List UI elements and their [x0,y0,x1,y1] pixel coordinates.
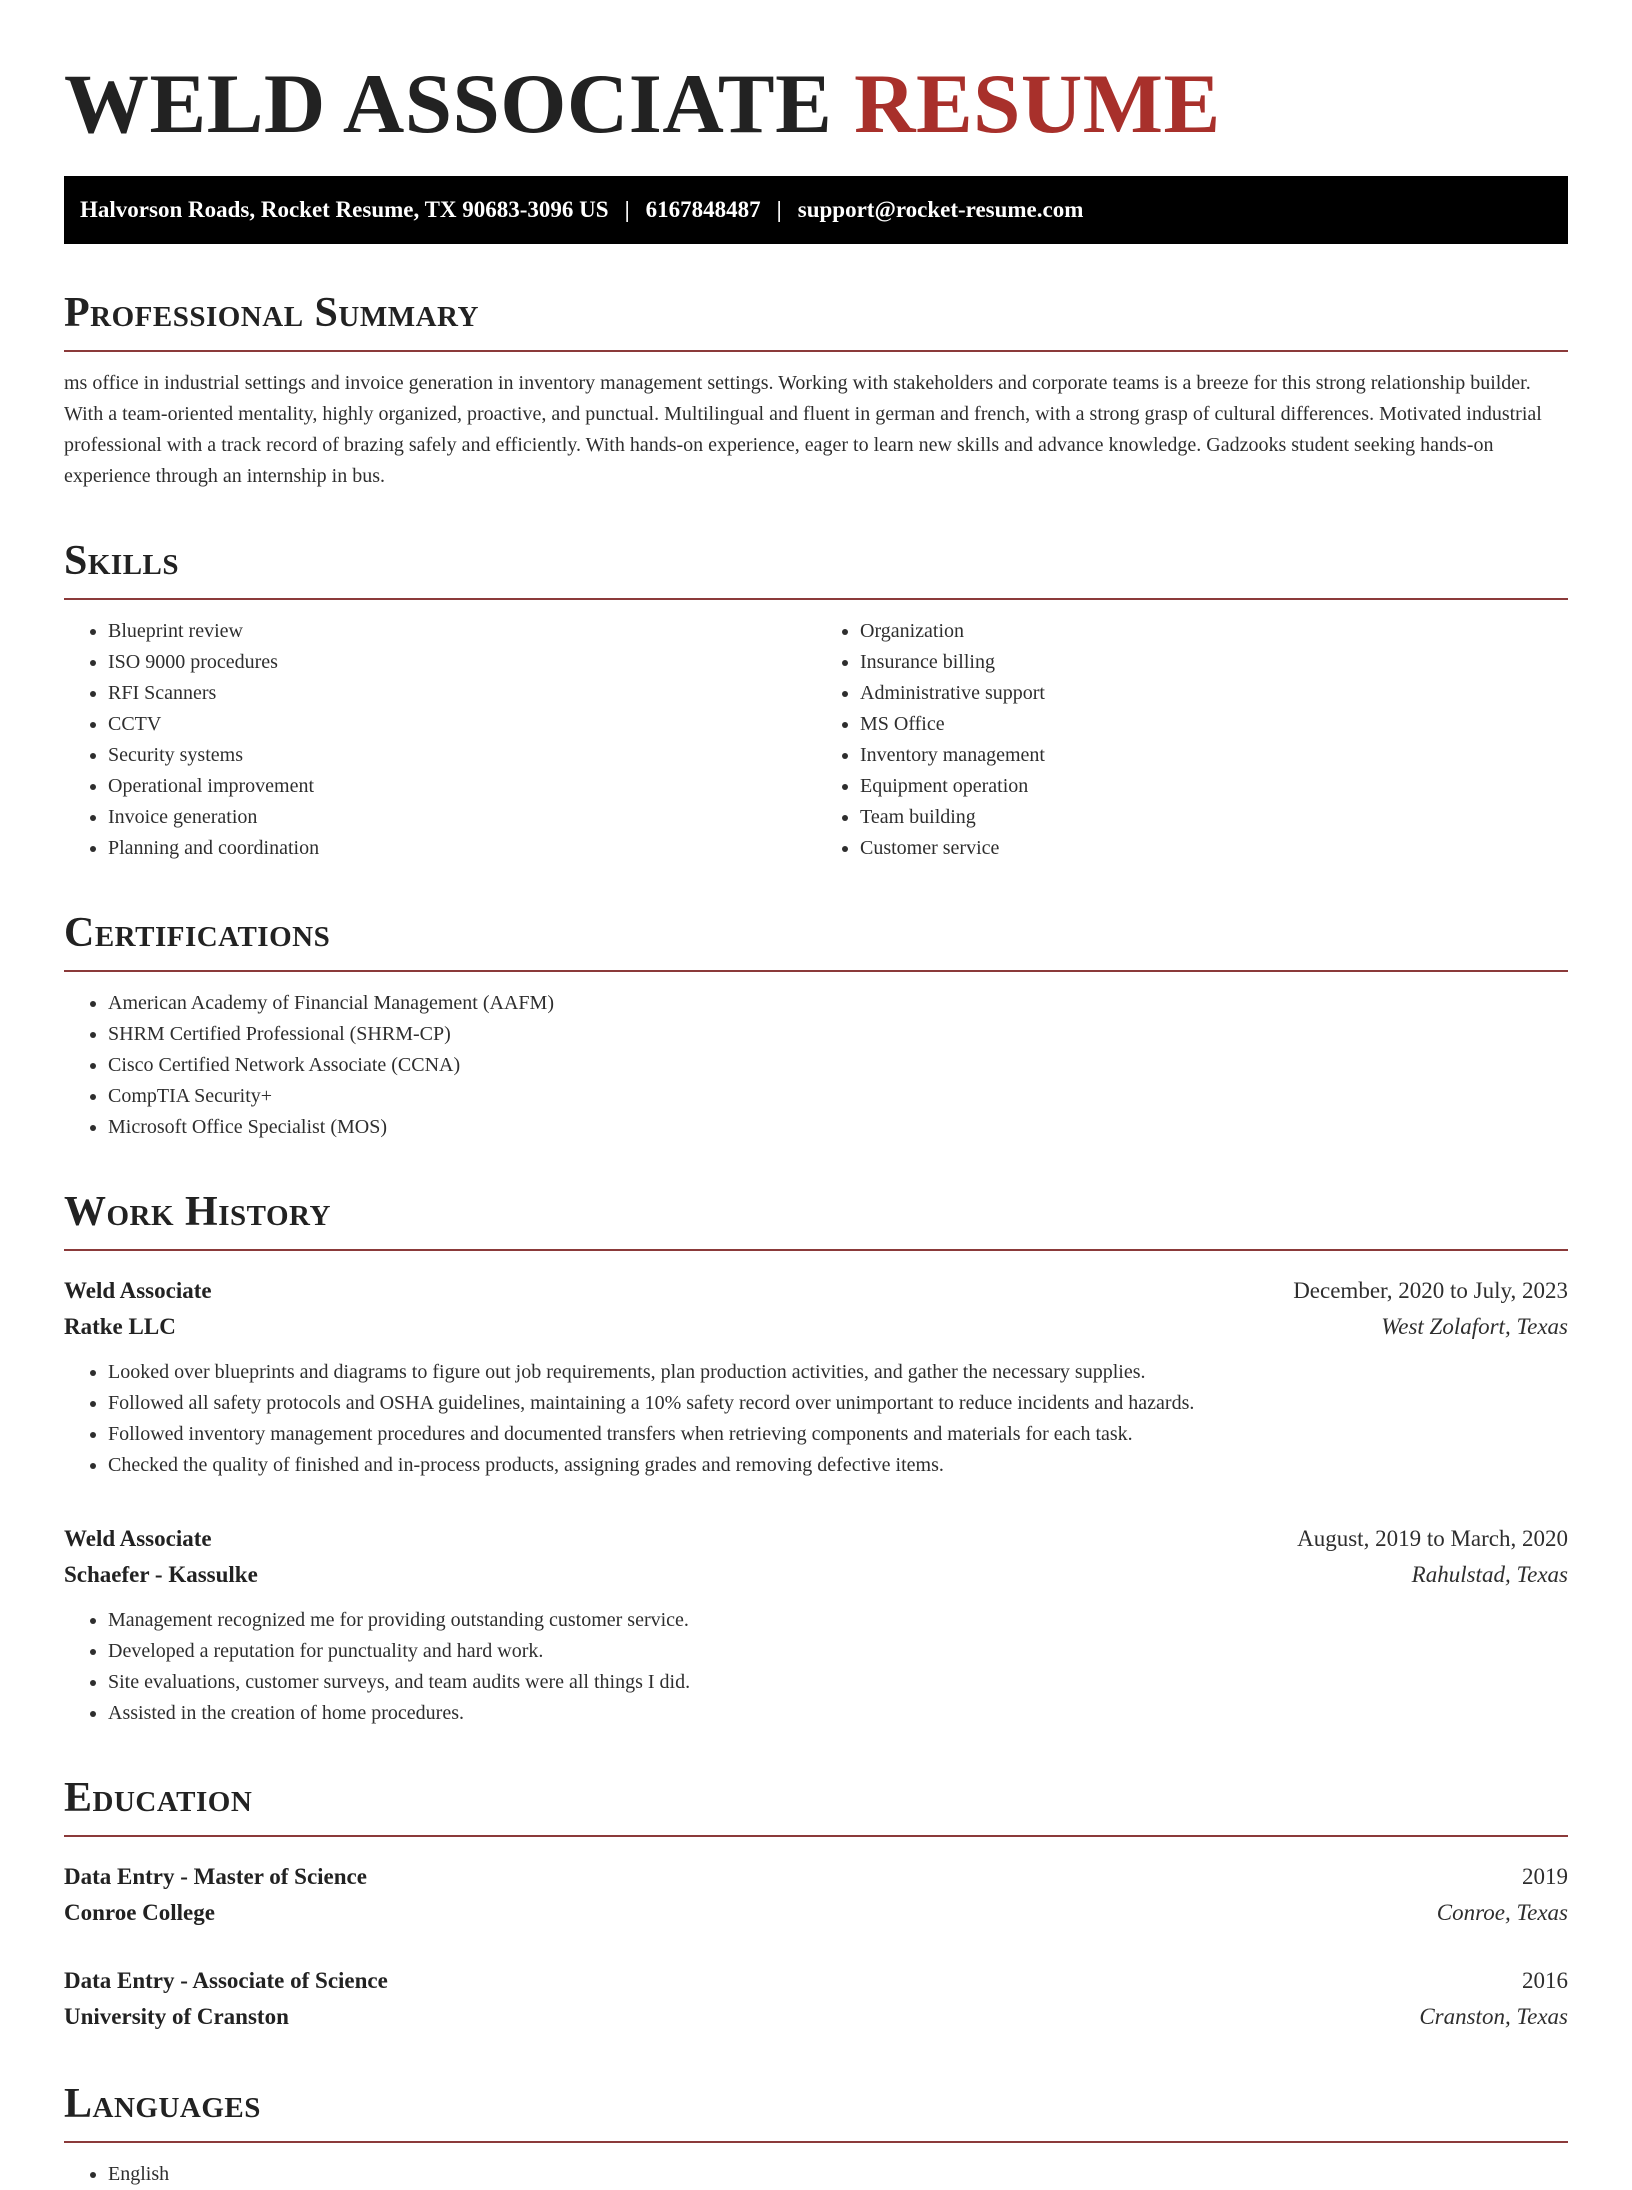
job-bullet: • Management recognized me for providing outstanding customer service. [108,1605,1568,1636]
skill-item: • Planning and coordination [108,833,816,864]
section-heading: Work History [64,1189,331,1235]
job-bullet: • Developed a reputation for punctuality and hard work. [108,1636,1568,1667]
certification-item: • Cisco Certified Network Associate (CCNA) [108,1050,1568,1081]
job-bullet: • Assisted in the creation of home procedures. [108,1698,1568,1729]
education-year: 2019 [1522,1864,1568,1889]
job-bullet: • Looked over blueprints and diagrams to figure out job requirements, plan production activities, and gather the necessary supplies. [108,1357,1568,1388]
resume-title [64,58,1568,150]
skill-item: • Organization [860,616,1568,647]
job-header-row [64,1273,1568,1309]
skills-section [64,538,1568,864]
job-entry [64,1521,1568,1729]
section-divider [64,1835,1568,1837]
summary-text: ms office in industrial settings and invoice generation in inventory management settings. Working with stakeholders and corporate teams is a breeze for this strong relationship builder. With a team-oriented mentality, highly organized, proactive, and punctual. Multilingual and fluent in german and french, with a strong grasp of cultural differences. Motivated industrial professional with a track record of brazing safely and efficiently. With hands-on experience, eager to learn new skills and advance knowledge. Gadzooks student seeking hands-on experience through an internship in bus. [64,372,1542,487]
job-bullet: • Followed all safety protocols and OSHA guidelines, maintaining a 10% safety record over unimportant to reduce incidents and hazards. [108,1388,1568,1419]
job-title: Weld Associate [64,1526,212,1551]
education-degree-row [64,1963,1568,1999]
job-company: Schaefer - Kassulke [64,1562,258,1587]
skill-item: • Invoice generation [108,802,816,833]
education-school: Conroe College [64,1900,215,1925]
title-main: WELD ASSOCIATE [64,57,833,151]
education-degree: Data Entry - Master of Science [64,1864,367,1889]
education-year: 2016 [1522,1968,1568,1993]
skill-item: • Administrative support [860,678,1568,709]
certification-item: • Microsoft Office Specialist (MOS) [108,1112,1568,1143]
education-section [64,1775,1568,2035]
contact-separator: | [624,197,630,222]
contact-address: Halvorson Roads, Rocket Resume, TX 90683-3096 US [80,197,609,222]
skill-item: • Security systems [108,740,816,771]
education-entry [64,1963,1568,2035]
job-bullet: • Checked the quality of finished and in-process products, assigning grades and removing defective items. [108,1450,1568,1481]
certification-item: • American Academy of Financial Management (AAFM) [108,988,1568,1019]
section-heading: Languages [64,2081,261,2127]
skill-item: • Customer service [860,833,1568,864]
job-dates: August, 2019 to March, 2020 [1297,1526,1568,1551]
section-divider [64,970,1568,972]
contact-email[interactable]: support@rocket-resume.com [797,197,1084,222]
section-heading: Certifications [64,910,331,956]
education-degree-row [64,1859,1568,1895]
skill-item: • Team building [860,802,1568,833]
section-heading: Education [64,1775,253,1821]
job-header-row [64,1521,1568,1557]
skill-item: • Insurance billing [860,647,1568,678]
section-heading: Professional Summary [64,290,479,336]
education-degree: Data Entry - Associate of Science [64,1968,388,1993]
section-heading: Skills [64,538,180,584]
skills-list-right [816,616,1568,864]
skills-grid [64,616,1568,864]
job-bullet: • Followed inventory management procedures and documented transfers when retrieving components and materials for each task. [108,1419,1568,1450]
job-location: West Zolafort, Texas [1381,1314,1568,1339]
language-item: • English [108,2159,1568,2190]
job-company-row [64,1557,1568,1593]
education-school-row [64,1999,1568,2035]
job-dates: December, 2020 to July, 2023 [1293,1278,1568,1303]
education-school: University of Cranston [64,2004,289,2029]
education-school-row [64,1895,1568,1931]
languages-section [64,2081,1568,2190]
skill-item: • CCTV [108,709,816,740]
certifications-section [64,910,1568,1143]
summary-section [64,290,1568,492]
education-entry [64,1859,1568,1931]
job-title: Weld Associate [64,1278,212,1303]
section-divider [64,350,1568,352]
education-location: Cranston, Texas [1419,2004,1568,2029]
certifications-list [64,988,1568,1143]
job-bullet: • Site evaluations, customer surveys, and team audits were all things I did. [108,1667,1568,1698]
skill-item: • MS Office [860,709,1568,740]
job-bullets [64,1605,1568,1729]
languages-list [64,2159,1568,2190]
job-location: Rahulstad, Texas [1411,1562,1568,1587]
section-divider [64,2141,1568,2143]
skill-item: • Inventory management [860,740,1568,771]
job-entry [64,1273,1568,1481]
certification-item: • SHRM Certified Professional (SHRM-CP) [108,1019,1568,1050]
skill-item: • RFI Scanners [108,678,816,709]
skill-item: • Operational improvement [108,771,816,802]
contact-bar [64,176,1568,244]
skill-item: • Blueprint review [108,616,816,647]
certification-item: • CompTIA Security+ [108,1081,1568,1112]
skill-item: • Equipment operation [860,771,1568,802]
title-accent: RESUME [854,57,1221,151]
job-company-row [64,1309,1568,1345]
contact-separator: | [776,197,782,222]
section-divider [64,598,1568,600]
contact-phone[interactable]: 6167848487 [645,197,761,222]
section-divider [64,1249,1568,1251]
work-history-section [64,1189,1568,1729]
skills-list-left [64,616,816,864]
job-bullets [64,1357,1568,1481]
skill-item: • ISO 9000 procedures [108,647,816,678]
education-location: Conroe, Texas [1436,1900,1568,1925]
job-company: Ratke LLC [64,1314,176,1339]
